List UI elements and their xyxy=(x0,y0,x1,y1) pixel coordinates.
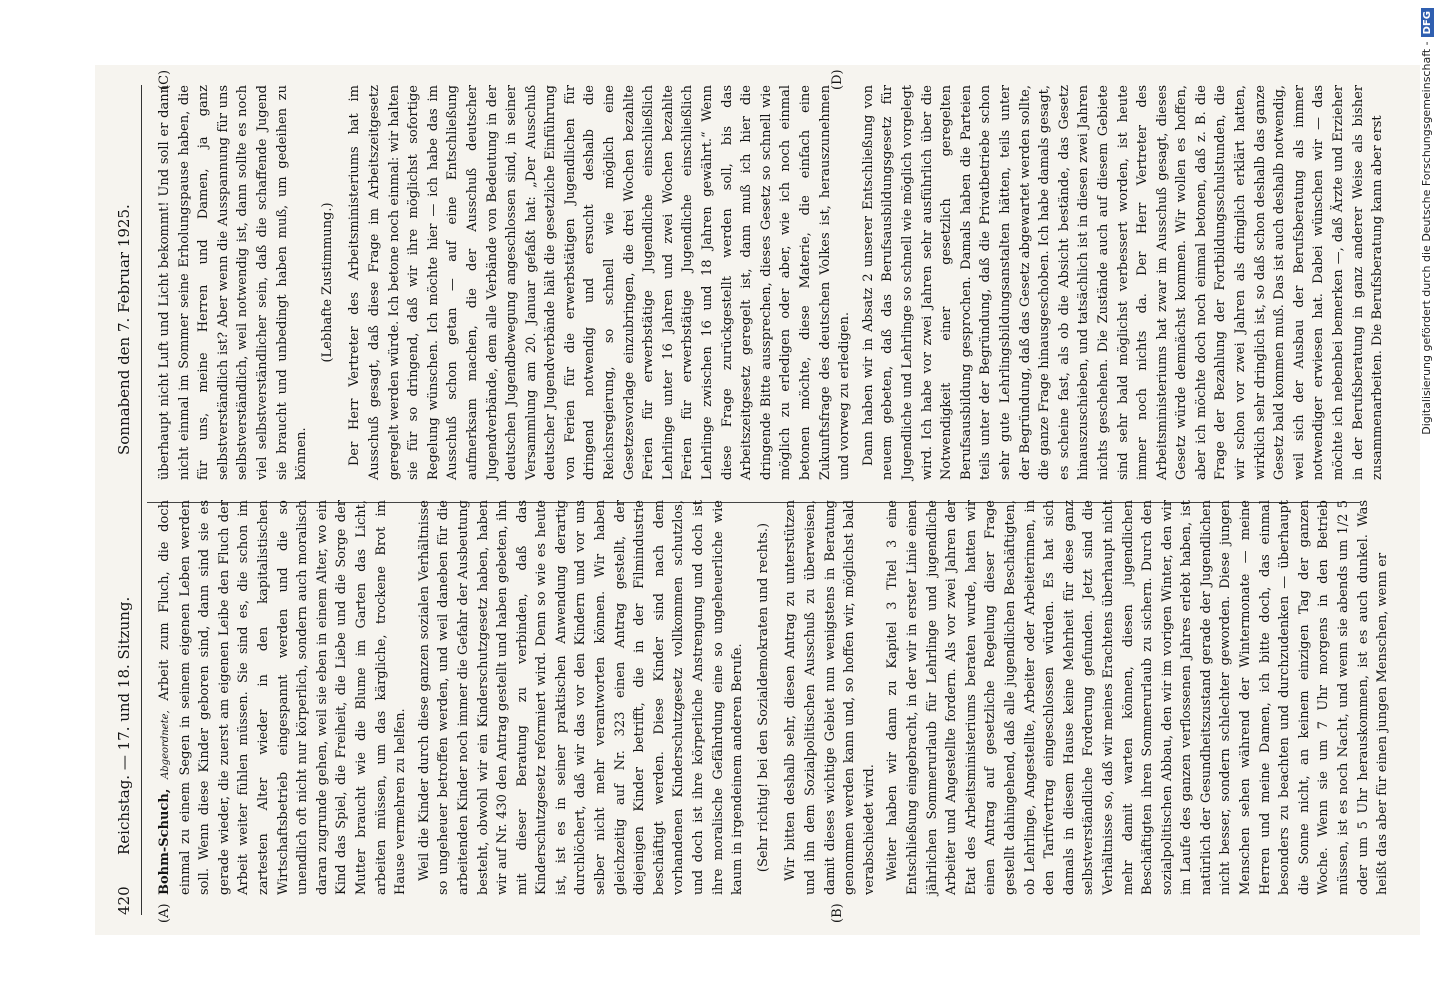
paragraph: Wir bitten deshalb sehr, diesen Antrag zu unterstützen und ihn dem Sozialpolitischen Ausschuß zu überweisen, damit dieses wichtige Gebiet nun wenigstens in Beratung genommen werden kann und, so hoffen wir, möglichst bald verabschiedet wird. xyxy=(783,500,877,895)
left-column xyxy=(155,500,1390,895)
applause-note: (Lebhafte Zustimmung.) xyxy=(319,202,335,363)
speech-opening xyxy=(155,500,411,895)
digitization-credit xyxy=(1420,8,1434,993)
paragraph: Weiter haben wir dann zu Kapitel 3 Titel 3 eine Entschließung eingebracht, in der wir in erster Linie einen jährlichen Sommerurlaub für Lehrlinge und jugendliche Arbeiter und Angestellte fordern. Als vor zwei Jahren der Etat des Arbeitsministeriums beraten wurde, hatten wir einen Antrag auf gesetzliche Regelung dieser Frage gestellt dahingehend, daß alle jugendlichen Beschäftigten, ob Lehrlinge, Angestellte, Arbeiter oder Arbeiterinnen, in den Tarifvertrag eingeschlossen würden. Es hat sich damals in diesem Hause keine Mehrheit für diese ganz selbstverständliche Forderung gefunden. Jetzt sind die Verhältnisse so, daß wir meines Erachtens überhaupt nicht mehr damit warten können, diesen jugendlichen Beschäftigten ihren Sommerurlaub zu sichern. Durch den sozialpolitischen Abbau, den wir im vorigen Winter, den wir im Laufe des ganzen verflossenen Jahres erlebt haben, ist natürlich der Gesundheitszustand gerade der Jugendlichen nicht besser, sondern schlechter geworden. Diese jungen Menschen sehen während der Wintermonate — meine Herren und meine Damen, ich bitte doch, das einmal besonders zu beachten und durchzudenken — überhaupt die Sonne nicht, an keinem einzigen Tag der ganzen Woche. Wenn sie um 7 Uhr morgens in den Betrieb müssen, ist es noch Nacht, und wenn sie abends um 1/2 5 oder um 5 Uhr herauskommen, ist es auch dunkel. Was heißt das aber für einen jungen Menschen, wenn er xyxy=(885,500,1391,895)
paragraph: Der Herr Vertreter des Arbeitsministeriums hat im Ausschuß gesagt, daß diese Frage im Arbeitszeitgesetz geregelt werden würde. Ich betone noch einmal: wir halten sie für so dringend, daß wir ihre möglichst sofortige Regelung wünschen. Ich möchte hier — ich habe das im Ausschuß schon getan — auf eine Entschließung aufmerksam machen, die der Ausschuß deutscher Jugendverbände, dem alle Verbände von Bedeutung in der deutschen Jugendbewegung angeschlossen sind, in seiner Versammlung am 20. Januar gefaßt hat: „Der Ausschuß deutscher Jugendverbände hält die gesetzliche Einführung von Ferien für die erwerbstätigen Jugendlichen für dringend notwendig und ersucht deshalb die Reichsregierung, so schnell wie möglich eine Gesetzesvorlage einzubringen, die drei Wochen bezahlte Ferien für erwerbstätige Jugendliche einschließlich Lehrlinge unter 16 Jahren und zwei Wochen bezahlte Ferien für erwerbstätige Jugendliche einschließlich Lehrlinge zwischen 16 und 18 Jahren gewährt.“ Wenn diese Frage zurückgestellt werden soll, bis das Arbeitszeitgesetz geregelt ist, dann muß ich hier die dringende Bitte aussprechen, dieses Gesetz so schnell wie möglich zu erledigen oder aber, wie ich noch einmal betonen möchte, diese Materie, die einfach eine Zukunftsfrage des deutschen Volkes ist, herauszunehmen und vorweg zu erledigen. xyxy=(347,85,853,480)
page-number: 420 xyxy=(115,886,133,915)
margin-mark-a: (A) xyxy=(157,903,172,923)
credit-text-wrapper xyxy=(1420,8,1434,993)
rotated-page-content xyxy=(95,65,1420,935)
applause-note: (Sehr richtig! bei den Sozialdemokraten und rechts.) xyxy=(755,522,771,873)
paragraph: Arbeit zum Fluch, die doch einmal zu einem Segen in seinem eigenen Leben werden soll. Wenn diese Kinder geboren sind, dann sind sie es gerade wieder, die zuerst am eigenen Leibe den Fluch der Arbeit weiter fühlen müssen. Sie sind es, die schon im zartesten Alter wieder in den kapitalistischen Wirtschaftsbetrieb eingespannt werden und die so unendlich oft nicht nur körperlich, sondern auch moralisch daran zugrunde gehen, weil sie eben in einem Alter, wo ein Kind das Spiel, die Freiheit, die Liebe und die Sorge der Mutter braucht wie die Blume im Garten das Licht, arbeiten müssen, um das kärgliche, trockene Brot im Hause vermehren zu helfen. xyxy=(157,500,409,895)
margin-mark-c: (C) xyxy=(157,69,172,90)
paragraph: überhaupt nicht Luft und Licht bekommt! Und soll er dann nicht einmal im Sommer seine Erholungspause haben, die für uns, meine Herren und Damen, ja ganz selbstverständlich ist? Aber wenn die Ausspannung für uns selbstverständlich, weil notwendig ist, dann sollte es noch viel selbstverständlicher sein, daß die schaffende Jugend sie braucht und unbedingt haben muß, um gedeihen zu können. xyxy=(157,85,310,480)
right-column xyxy=(155,85,1390,480)
paragraph: Weil die Kinder durch diese ganzen sozialen Verhältnisse so ungeheuer betroffen werden, und weil daneben für die arbeitenden Kinder noch immer die Gefahr der Ausbeutung besteht, obwohl wir ein Kinderschutzgesetz haben, haben wir auf Nr. 430 den Antrag gestellt und haben gebeten, ihn mit dieser Beratung zu verbinden, daß das Kinderschutzgesetz reformiert wird. Denn so wie es heute ist, ist es in seiner praktischen Anwendung derartig durchlöchert, daß wir das vor den Kindern und vor uns selber nicht mehr verantworten können. Wir haben gleichzeitig auf Nr. 323 einen Antrag gestellt, der diejenigen Kinder betrifft, die in der Filmindustrie beschäftigt werden. Diese Kinder sind nach dem vorhandenen Kinderschutzgesetz vollkommen schutzlos, und doch ist ihre körperliche Anstrengung und doch ist ihre moralische Gefährdung eine so ungeheuerliche wie kaum in irgendeinem anderen Berufe. xyxy=(416,500,746,895)
header-session: Reichstag. — 17. und 18. Sitzung. xyxy=(115,596,133,855)
paragraph: Dann haben wir in Absatz 2 unserer Entschließung von neuem gebeten, daß das Berufsausbildungsgesetz für Jugendliche und Lehrlinge so schnell wie möglich vorgelegt wird. Ich habe vor zwei Jahren sehr ausführlich über die Notwendigkeit einer gesetzlich geregelten Berufsausbildung gesprochen. Damals haben die Parteien teils unter der Begründung, daß die Privatbetriebe schon sehr gute Lehrlingsbildungsanstalten hätten, teils unter der Begründung, daß das Gesetz abgewartet werden sollte, die ganze Frage hinausgeschoben. Ich habe damals gesagt, es scheine fast, als ob die Absicht bestände, das Gesetz hinauszuschieben, und tatsächlich ist in diesen zwei Jahren nichts geschehen. Die Zustände auch auf diesem Gebiete sind sehr bald möglichst verbessert worden, ist heute immer noch nichts da. Der Herr Vertreter des Arbeitsministeriums hat zwar im Ausschuß gesagt, dieses Gesetz würde demnächst kommen. Wir wollen es hoffen, aber ich möchte doch noch einmal betonen, daß z. B. die Frage der Bezahlung der Fortbildungsschulstunden, die wir schon vor zwei Jahren als dringlich erklärt hatten, wirklich sehr dringlich ist, so daß schon deshalb das ganze Gesetz bald kommen muß. Das ist auch deshalb notwendig, weil sich der Ausbau der Berufsberatung als immer notwendiger erwiesen hat. Dabei wünschen wir — das möchte ich nebenbei bemerken —, daß Ärzte und Erzieher in der Berufsberatung in ganz anderer Weise als bisher zusammenarbeiten. Die Berufsberatung kann aber erst xyxy=(860,85,1386,480)
credit-text: Digitalisierung gefördert durch die Deutsche Forschungsgemeinschaft - xyxy=(1420,41,1433,435)
speaker-note: Abgeordnete, xyxy=(160,710,171,779)
running-header xyxy=(111,85,142,915)
dfg-logo: DFG xyxy=(1421,8,1434,37)
document-page xyxy=(95,65,1420,935)
header-date: Sonnabend den 7. Februar 1925. xyxy=(115,204,133,455)
margin-mark-b: (B) xyxy=(830,903,845,923)
margin-mark-d: (D) xyxy=(830,69,845,90)
speaker-name: Bohm-Schuch, xyxy=(157,788,172,895)
